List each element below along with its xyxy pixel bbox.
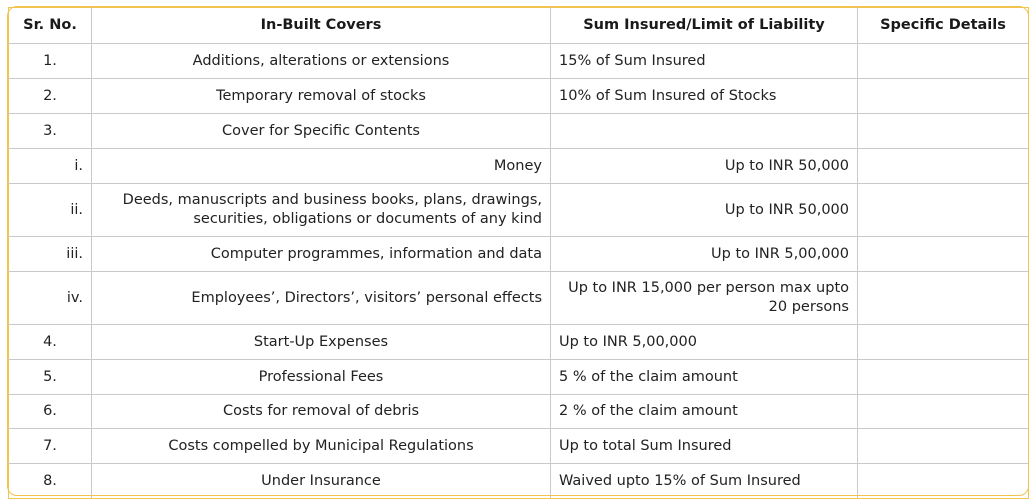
specific-details-cell	[858, 79, 1029, 114]
sum-insured-cell: Up to total Sum Insured	[551, 429, 858, 464]
sum-line: 20 persons	[768, 299, 849, 315]
cover-cell	[92, 184, 551, 237]
table-row	[9, 464, 1029, 499]
sum-insured-cell: 5 % of the claim amount	[551, 360, 858, 395]
sum-insured-cell: 2 % of the claim amount	[551, 395, 858, 429]
specific-details-cell	[858, 237, 1029, 272]
table-row	[9, 44, 1029, 79]
sr-no-cell: 8.	[9, 464, 92, 499]
sr-no-cell: 6.	[9, 395, 92, 429]
table-row	[9, 149, 1029, 184]
covers-table-container	[8, 7, 1028, 499]
specific-details-cell	[858, 464, 1029, 499]
specific-details-cell	[858, 325, 1029, 360]
header-sr-no: Sr. No.	[9, 8, 92, 44]
header-in-built-covers: In-Built Covers	[92, 8, 551, 44]
specific-details-cell	[858, 272, 1029, 325]
table-row	[9, 325, 1029, 360]
table-header-row	[9, 8, 1029, 44]
sr-no-cell: ii.	[9, 184, 92, 237]
sum-insured-cell: Up to INR 50,000	[551, 184, 858, 237]
sr-no-cell: iv.	[9, 272, 92, 325]
table-row	[9, 272, 1029, 325]
table-row	[9, 79, 1029, 114]
table-row	[9, 237, 1029, 272]
cover-cell: Under Insurance	[92, 464, 551, 499]
cover-cell: Costs compelled by Municipal Regulations	[92, 429, 551, 464]
specific-details-cell	[858, 429, 1029, 464]
sum-insured-cell: Up to INR 5,00,000	[551, 325, 858, 360]
specific-details-cell	[858, 149, 1029, 184]
table-row	[9, 360, 1029, 395]
sr-no-cell: iii.	[9, 237, 92, 272]
table-row	[9, 395, 1029, 429]
specific-details-cell	[858, 114, 1029, 149]
header-specific-details: Specific Details	[858, 8, 1029, 44]
cover-cell: Additions, alterations or extensions	[92, 44, 551, 79]
sum-insured-cell	[551, 114, 858, 149]
sum-insured-cell: Up to INR 50,000	[551, 149, 858, 184]
header-sum-insured: Sum Insured/Limit of Liability	[551, 8, 858, 44]
cover-cell: Costs for removal of debris	[92, 395, 551, 429]
sr-no-cell: 4.	[9, 325, 92, 360]
sum-line: Up to INR 15,000 per person max upto	[568, 280, 849, 296]
table-row	[9, 114, 1029, 149]
cover-line: securities, obligations or documents of any kind	[193, 211, 542, 227]
sr-no-cell: 5.	[9, 360, 92, 395]
specific-details-cell	[858, 360, 1029, 395]
in-built-covers-table	[8, 7, 1029, 499]
cover-cell: Cover for Specific Contents	[92, 114, 551, 149]
specific-details-cell	[858, 184, 1029, 237]
sr-no-cell: 7.	[9, 429, 92, 464]
sum-insured-cell: Up to INR 5,00,000	[551, 237, 858, 272]
cover-cell: Computer programmes, information and data	[92, 237, 551, 272]
sr-no-cell: i.	[9, 149, 92, 184]
cover-cell: Employees’, Directors’, visitors’ personal effects	[92, 272, 551, 325]
sum-insured-cell: 15% of Sum Insured	[551, 44, 858, 79]
sr-no-cell: 1.	[9, 44, 92, 79]
cover-line: Deeds, manuscripts and business books, plans, drawings,	[122, 192, 542, 208]
table-row	[9, 429, 1029, 464]
table-row	[9, 184, 1029, 237]
sr-no-cell: 3.	[9, 114, 92, 149]
cover-cell: Start-Up Expenses	[92, 325, 551, 360]
cover-cell: Professional Fees	[92, 360, 551, 395]
cover-cell: Temporary removal of stocks	[92, 79, 551, 114]
specific-details-cell	[858, 395, 1029, 429]
sum-insured-cell	[551, 272, 858, 325]
sr-no-cell: 2.	[9, 79, 92, 114]
sum-insured-cell: 10% of Sum Insured of Stocks	[551, 79, 858, 114]
cover-cell: Money	[92, 149, 551, 184]
sum-insured-cell: Waived upto 15% of Sum Insured	[551, 464, 858, 499]
specific-details-cell	[858, 44, 1029, 79]
